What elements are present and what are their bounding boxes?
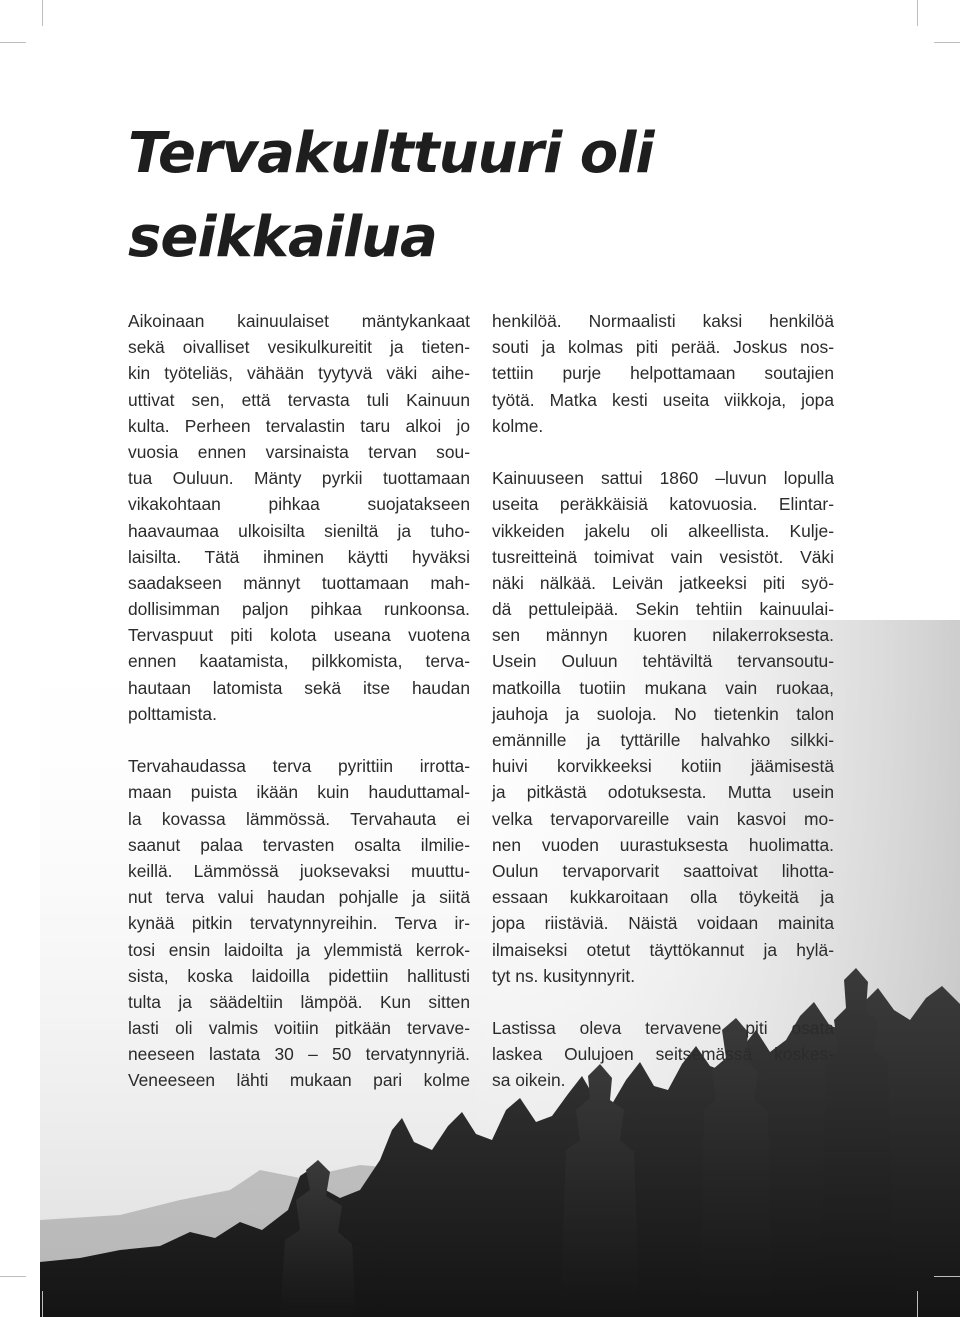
body-text-line: keillä. Lämmössä juoksevaksi muuttu- <box>128 860 470 881</box>
body-text-line: nut terva valui haudan pohjalle ja siitä <box>128 887 470 908</box>
body-text-line: dä pettuleipää. Sekin tehtiin kainuulai- <box>492 599 834 620</box>
body-text-line: tulta ja säädeltiin lämpöä. Kun sitten <box>128 991 470 1012</box>
body-text-line: tettiin purje helpottamaan soutajien <box>492 363 834 384</box>
body-text-line: hautaan latomista sekä itse haudan <box>128 677 470 698</box>
body-text-line: työtä. Matka kesti useita viikkoja, jopa <box>492 389 834 410</box>
body-text-line: laisilta. Tätä ihminen käytti hyväksi <box>128 546 470 567</box>
body-text-line: vikkeiden jakelu oli alkeellista. Kulje- <box>492 520 834 541</box>
body-text-line: tosi ensin laidoilta ja ylemmistä kerrok- <box>128 939 470 960</box>
body-text-line: laskea Oulujoen seitsemässä koskes- <box>492 1044 834 1065</box>
body-text-line: ennen kaatamista, pilkkomista, terva- <box>128 651 470 672</box>
body-text-line: Aikoinaan kainuulaiset mäntykankaat <box>128 311 470 331</box>
body-text-line: kolme. <box>492 415 544 436</box>
body-text-line: Tervaspuut piti kolota useana vuotena <box>128 625 470 646</box>
body-text-line: sista, koska laidoilla pidettiin hallitusti <box>128 965 470 986</box>
body-text-line: Kainuuseen sattui 1860 –luvun lopulla <box>492 468 834 489</box>
body-text-line: tua Ouluun. Mänty pyrkii tuottamaan <box>128 468 470 489</box>
body-text-line: velka tervaporvareille vain kasvoi mo- <box>492 808 834 829</box>
body-text-line: vikakohtaan pihkaa suojatakseen <box>128 494 470 515</box>
body-text-line: kulta. Perheen tervalastin taru alkoi jo <box>128 415 470 436</box>
body-text-line: sekä oivalliset vesikulkureitit ja tieten- <box>128 337 470 358</box>
body-text-line: saanut palaa tervasten osalta ilmilie- <box>128 834 470 855</box>
body-text-line: ilmaiseksi otetut täyttökannut ja hylä- <box>492 939 834 960</box>
body-text-line: haavaumaa ulkoisilta sieniltä ja tuho- <box>128 520 470 541</box>
body-text-line: neeseen lastata 30 – 50 tervatynnyriä. <box>128 1044 470 1065</box>
body-text-line: sa oikein. <box>492 1070 566 1091</box>
body-text-line: emännille ja tyttärille halvahko silkki- <box>492 730 834 750</box>
body-text-line: henkilöä. Normaalisti kaksi henkilöä <box>492 311 834 331</box>
body-text-line: dollisimman paljon pihkaa runkoonsa. <box>128 599 470 620</box>
paragraph-gap <box>128 727 470 753</box>
body-text-line: tyt ns. kusitynnyrit. <box>492 965 636 986</box>
body-text-line: kin työteliäs, vähään tyytyvä väki aihe- <box>128 363 470 384</box>
body-text-line: Oulun tervaporvarit saattoivat lihotta- <box>492 860 834 881</box>
body-text-line: huivi korvikkeeksi kotiin jäämisestä <box>492 756 834 777</box>
body-text-line: lasti oli valmis voitiin pitkään tervave- <box>128 1018 470 1039</box>
title-line: seikkailua <box>128 205 437 270</box>
body-text-line: Tervahaudassa terva pyrittiin irrotta- <box>128 756 470 777</box>
body-text-line: Lastissa oleva tervavene piti osata <box>492 1018 834 1039</box>
body-text-line: uttivat sen, että tervasta tuli Kainuun <box>128 389 470 410</box>
body-text-line: useita peräkkäisiä katovuosia. Elintar- <box>492 494 834 515</box>
right-text-column <box>492 308 834 1094</box>
body-text-line: Usein Ouluun tehtäviltä tervansoutu- <box>492 651 834 672</box>
body-text-line: la kovassa lämmössä. Tervahauta ei <box>128 808 470 829</box>
body-text-line: jauhoja ja suoloja. No tietenkin talon <box>492 703 834 724</box>
left-text-column <box>128 308 470 1094</box>
paragraph-gap <box>492 439 834 465</box>
body-text-line: ja pitkästä odotuksesta. Mutta usein <box>492 782 834 803</box>
body-text-line: Veneeseen lähti mukaan pari kolme <box>128 1070 470 1091</box>
body-text-line: jopa riistäviä. Näistä voidaan mainita <box>492 913 834 934</box>
paragraph-gap <box>492 989 834 1015</box>
body-text-line: nen vuoden uurastuksesta huolimatta. <box>492 834 834 855</box>
body-text-line: kynää pitkin tervatynnyreihin. Terva ir- <box>128 913 470 934</box>
article-title <box>128 112 654 280</box>
body-text-line: souti ja kolmas piti perää. Joskus nos- <box>492 337 834 358</box>
body-text-line: matkoilla tuotiin mukana vain ruokaa, <box>492 677 834 698</box>
body-text-line: sen männyn kuoren nilakerroksesta. <box>492 625 834 646</box>
body-text-line: maan puista ikään kuin hauduttamal- <box>128 782 470 803</box>
body-text-line: näki nälkää. Leivän jatkeeksi piti syö- <box>492 572 834 593</box>
body-text-line: essaan kukkaroitaan olla töykeitä ja <box>492 887 834 908</box>
body-text-line: saadakseen männyt tuottamaan mah- <box>128 572 470 593</box>
title-line: Tervakulttuuri oli <box>128 121 654 186</box>
body-text-line: tusreitteinä toimivat vain vesistöt. Väki <box>492 546 834 567</box>
body-text-line: polttamista. <box>128 703 217 724</box>
body-text-line: vuosia ennen varsinaista tervan sou- <box>128 441 470 462</box>
